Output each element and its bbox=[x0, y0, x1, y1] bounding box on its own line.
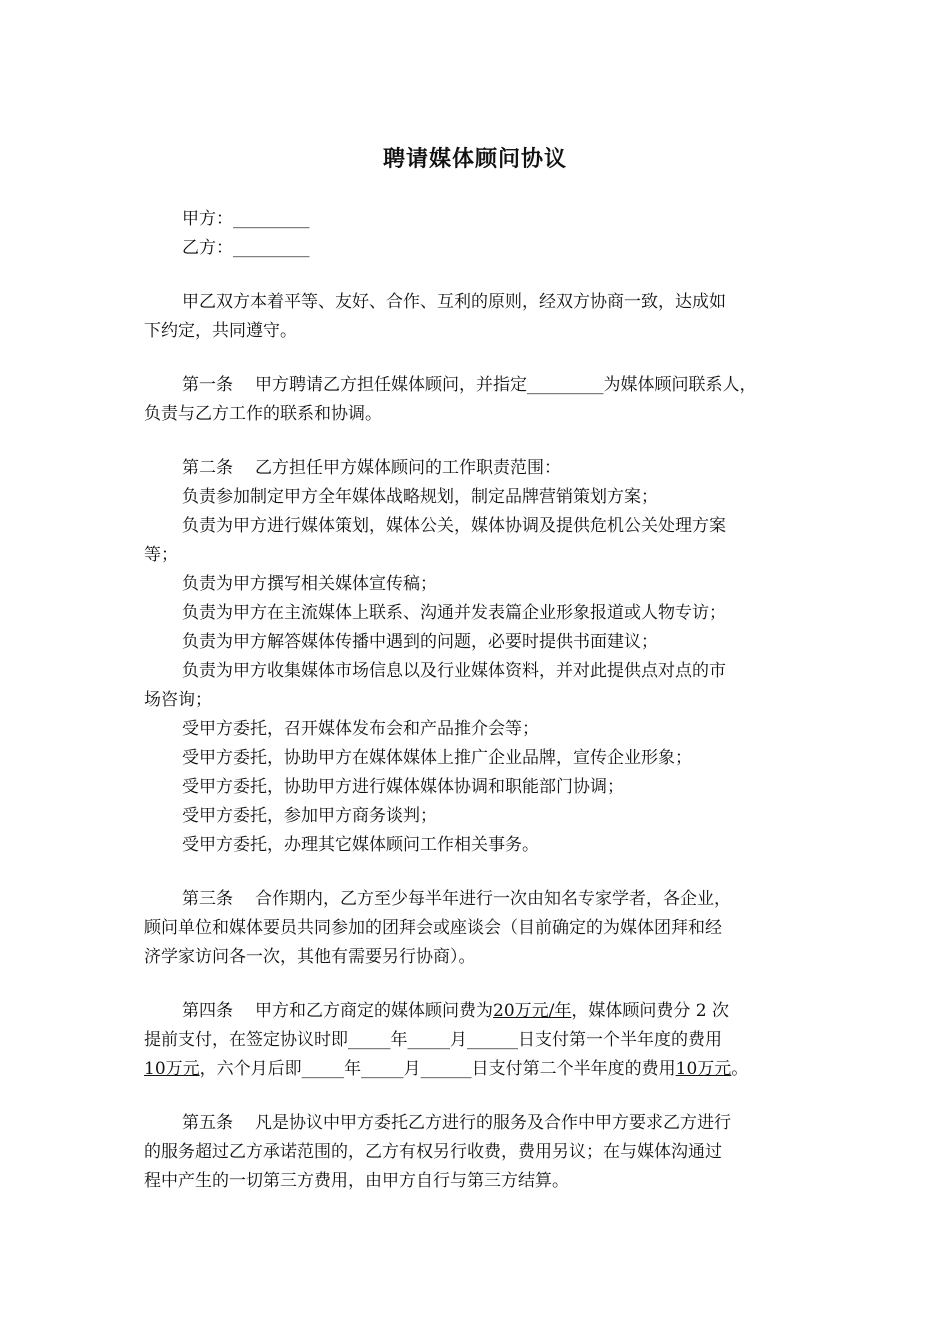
article-2-text: 乙方担任甲方媒体顾问的工作职责范围： bbox=[255, 458, 561, 478]
party-a-line: 甲方：_________ bbox=[182, 209, 310, 229]
duty-item-continued: 场咨询； bbox=[144, 690, 212, 710]
article-4-label: 第四条 bbox=[182, 1001, 233, 1021]
article-3-label: 第三条 bbox=[182, 889, 233, 909]
duty-item: 负责为甲方解答媒体传播中遇到的问题，必要时提供书面建议； bbox=[182, 632, 658, 652]
duty-item: 负责为甲方进行媒体策划，媒体公关，媒体协调及提供危机公关处理方案 bbox=[182, 516, 726, 536]
article-4-text: 甲方和乙方商定的媒体顾问费为 bbox=[255, 1001, 493, 1021]
duty-item: 负责参加制定甲方全年媒体战略规划，制定品牌营销策划方案； bbox=[182, 487, 658, 507]
duty-item: 受甲方委托，协助甲方在媒体媒体上推广企业品牌，宣传企业形象； bbox=[182, 748, 692, 768]
article-4-text: ，六个月后即_____年_____月______日支付第二个半年度的费用 bbox=[199, 1059, 676, 1079]
article-1-line: 负责与乙方工作的联系和协调。 bbox=[144, 404, 382, 424]
duty-item: 受甲方委托，办理其它媒体顾问工作相关事务。 bbox=[182, 835, 539, 855]
article-2-label: 第二条 bbox=[182, 458, 233, 478]
article-5-label: 第五条 bbox=[182, 1113, 233, 1133]
intro-line: 下约定，共同遵守。 bbox=[144, 321, 297, 341]
second-half-fee: 10万元 bbox=[675, 1059, 732, 1079]
article-5-line bbox=[144, 1109, 824, 1138]
duty-item-continued: 等； bbox=[144, 545, 178, 565]
first-half-fee: 10万元 bbox=[144, 1059, 200, 1079]
article-1-text: 甲方聘请乙方担任媒体顾问，并指定_________为媒体顾问联系人， bbox=[255, 375, 757, 395]
article-4-line bbox=[144, 1055, 824, 1084]
duty-item: 受甲方委托，召开媒体发布会和产品推介会等； bbox=[182, 719, 539, 739]
party-b-line: 乙方：_________ bbox=[182, 238, 310, 258]
article-5-text: 凡是协议中甲方委托乙方进行的服务及合作中甲方要求乙方进行 bbox=[255, 1113, 731, 1133]
intro-line: 甲乙双方本着平等、友好、合作、互利的原则，经双方协商一致，达成如 bbox=[182, 292, 726, 312]
article-1-label: 第一条 bbox=[182, 375, 233, 395]
duty-item: 受甲方委托，参加甲方商务谈判； bbox=[182, 806, 437, 826]
article-4-text: 。 bbox=[731, 1059, 749, 1079]
article-3-text: 合作期内，乙方至少每半年进行一次由知名专家学者，各企业， bbox=[255, 889, 731, 909]
article-4-line bbox=[144, 997, 824, 1026]
article-4-line: 提前支付，在签定协议时即_____年_____月______日支付第一个半年度的费用 bbox=[144, 1030, 722, 1050]
annual-fee: 20万元/年 bbox=[493, 1001, 572, 1021]
article-3-line bbox=[144, 885, 824, 914]
article-2-line bbox=[144, 454, 824, 483]
article-1-line bbox=[144, 371, 824, 400]
duty-item: 受甲方委托，协助甲方进行媒体媒体协调和职能部门协调； bbox=[182, 777, 624, 797]
article-4-text: ，媒体顾问费分 2 次 bbox=[571, 1001, 729, 1021]
page-title: 聘请媒体顾问协议 bbox=[382, 146, 567, 172]
duty-item: 负责为甲方撰写相关媒体宣传稿； bbox=[182, 574, 437, 594]
article-5-line: 的服务超过乙方承诺范围的，乙方有权另行收费，费用另议；在与媒体沟通过 bbox=[144, 1142, 722, 1162]
article-3-line: 顾问单位和媒体要员共同参加的团拜会或座谈会（目前确定的为媒体团拜和经 bbox=[144, 918, 722, 938]
duty-item: 负责为甲方在主流媒体上联系、沟通并发表篇企业形象报道或人物专访； bbox=[182, 603, 726, 623]
article-5-line: 程中产生的一切第三方费用，由甲方自行与第三方结算。 bbox=[144, 1171, 569, 1191]
document-body bbox=[144, 205, 824, 1196]
article-3-line: 济学家访问各一次，其他有需要另行协商）。 bbox=[144, 947, 476, 967]
duty-item: 负责为甲方收集媒体市场信息以及行业媒体资料，并对此提供点对点的市 bbox=[182, 661, 726, 681]
